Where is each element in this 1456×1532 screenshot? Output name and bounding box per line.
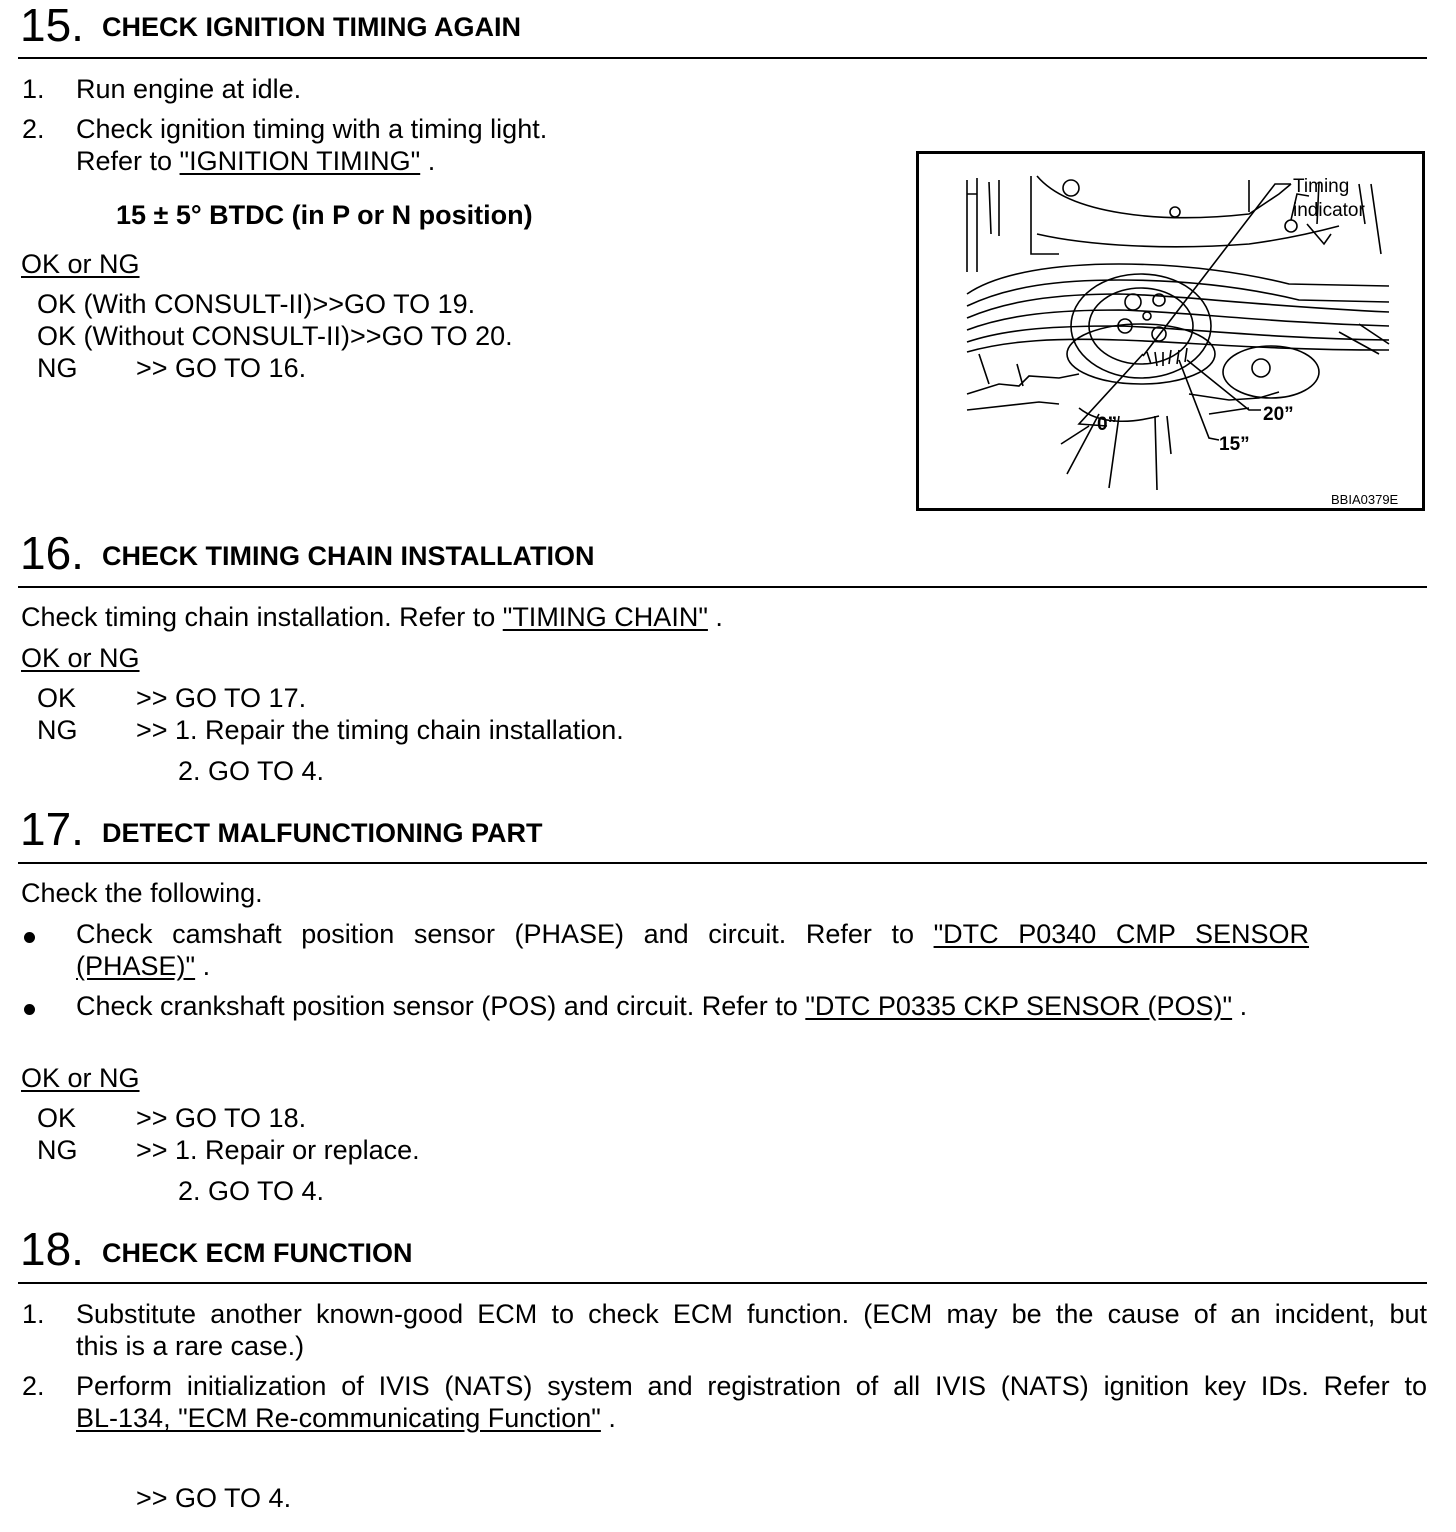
dtc-p0340-link[interactable]: "DTC P0340 CMP SENSOR bbox=[933, 919, 1310, 949]
s16-ok-or-ng-heading: OK or NG bbox=[21, 643, 140, 673]
s17-intro: Check the following. bbox=[21, 878, 263, 908]
s17-ng-action: >> 1. Repair or replace. bbox=[136, 1135, 420, 1165]
section-18-number: 18. bbox=[20, 1223, 84, 1275]
bullet-icon bbox=[24, 1004, 35, 1015]
mark-20-label: 20” bbox=[1263, 404, 1294, 425]
s15-refer-line bbox=[76, 145, 435, 177]
s16-ng-action-step-2: 2. GO TO 4. bbox=[178, 756, 325, 786]
dtc-p0335-link[interactable]: "DTC P0335 CKP SENSOR (POS)" bbox=[805, 991, 1233, 1021]
s18-step-1-number: 1. bbox=[22, 1299, 45, 1329]
section-15-title: CHECK IGNITION TIMING AGAIN bbox=[102, 12, 521, 42]
s15-step-1-text: Run engine at idle. bbox=[76, 74, 302, 104]
mark-0-label: 0” bbox=[1097, 414, 1118, 435]
s17-ng-label: NG bbox=[37, 1135, 78, 1165]
s18-final-action: >> GO TO 4. bbox=[136, 1483, 292, 1513]
s16-ok-label: OK bbox=[37, 683, 77, 713]
timing-spec: 15 ± 5° BTDC (in P or N position) bbox=[116, 200, 533, 230]
s17-ok-label: OK bbox=[37, 1103, 77, 1133]
timing-chain-link[interactable]: "TIMING CHAIN" bbox=[502, 602, 708, 632]
section-17-title: DETECT MALFUNCTIONING PART bbox=[102, 818, 543, 848]
s15-step-2-text: Check ignition timing with a timing light. bbox=[76, 114, 548, 144]
s18-step-1-line-2: this is a rare case.) bbox=[76, 1331, 305, 1361]
s17-ok-action: >> GO TO 18. bbox=[136, 1103, 307, 1133]
s17-ok-or-ng-heading: OK or NG bbox=[21, 1063, 140, 1093]
figure-code: BBIA0379E bbox=[1331, 492, 1399, 507]
s18-step-2-line-1: Perform initialization of IVIS (NATS) system and registration of all IVIS (NATS) ignition key IDs. Refer to bbox=[76, 1371, 1427, 1401]
s16-instruction bbox=[21, 601, 723, 633]
s18-step-2-line-2 bbox=[76, 1402, 616, 1434]
s18-step-1-line-1: Substitute another known-good ECM to check ECM function. (ECM may be the cause of an incident, but bbox=[76, 1299, 1427, 1329]
s16-ng-action: >> 1. Repair the timing chain installation. bbox=[136, 715, 624, 745]
s17-bullet-2 bbox=[76, 990, 1247, 1022]
s17-bullet-1-suffix: . bbox=[195, 951, 211, 981]
s17-ng-action-step-2: 2. GO TO 4. bbox=[178, 1176, 325, 1206]
mark-15-label: 15” bbox=[1219, 434, 1250, 455]
dtc-p0340-link-continued[interactable]: (PHASE)" bbox=[76, 951, 196, 981]
section-16-title: CHECK TIMING CHAIN INSTALLATION bbox=[102, 541, 595, 571]
section-18-title: CHECK ECM FUNCTION bbox=[102, 1238, 413, 1268]
section-18-divider bbox=[18, 1282, 1427, 1284]
s17-bullet-1-line-1 bbox=[76, 918, 1309, 950]
s16-text-suffix: . bbox=[707, 602, 723, 632]
s16-ng-label: NG bbox=[37, 715, 78, 745]
section-16-number: 16. bbox=[20, 527, 84, 579]
s15-result-ok-consult: OK (With CONSULT-II)>>GO TO 19. bbox=[37, 289, 476, 319]
s15-ng-label: NG bbox=[37, 353, 78, 383]
s17-bullet-2-suffix: . bbox=[1232, 991, 1248, 1021]
s17-bullet-1-line-2 bbox=[76, 950, 210, 982]
s17-bullet-1-text: Check camshaft position sensor (PHASE) and circuit. Refer to bbox=[76, 919, 934, 949]
timing-label: Timing bbox=[1293, 176, 1350, 197]
s15-step-2-number: 2. bbox=[22, 114, 45, 144]
timing-indicator-figure bbox=[916, 151, 1425, 511]
s18-step-2-number: 2. bbox=[22, 1371, 45, 1401]
s15-step-1-number: 1. bbox=[22, 74, 45, 104]
s15-result-ok-no-consult: OK (Without CONSULT-II)>>GO TO 20. bbox=[37, 321, 513, 351]
bullet-icon bbox=[24, 932, 35, 943]
indicator-label: indicator bbox=[1293, 200, 1365, 221]
s16-text-prefix: Check timing chain installation. Refer to bbox=[21, 602, 503, 632]
section-15-divider bbox=[18, 57, 1427, 59]
refer-prefix: Refer to bbox=[76, 146, 180, 176]
s16-ok-action: >> GO TO 17. bbox=[136, 683, 307, 713]
section-15-number: 15. bbox=[20, 0, 84, 51]
refer-suffix: . bbox=[420, 146, 436, 176]
s15-ng-action: >> GO TO 16. bbox=[136, 353, 307, 383]
section-16-divider bbox=[18, 586, 1427, 588]
s15-ok-or-ng-heading: OK or NG bbox=[21, 249, 140, 279]
ignition-timing-link[interactable]: "IGNITION TIMING" bbox=[179, 146, 421, 176]
s17-bullet-2-text: Check crankshaft position sensor (POS) and circuit. Refer to bbox=[76, 991, 806, 1021]
section-17-divider bbox=[18, 862, 1427, 864]
section-17-number: 17. bbox=[20, 803, 84, 855]
s18-step-2-suffix: . bbox=[600, 1403, 616, 1433]
ecm-recommunicating-link[interactable]: BL-134, "ECM Re-communicating Function" bbox=[76, 1403, 601, 1433]
